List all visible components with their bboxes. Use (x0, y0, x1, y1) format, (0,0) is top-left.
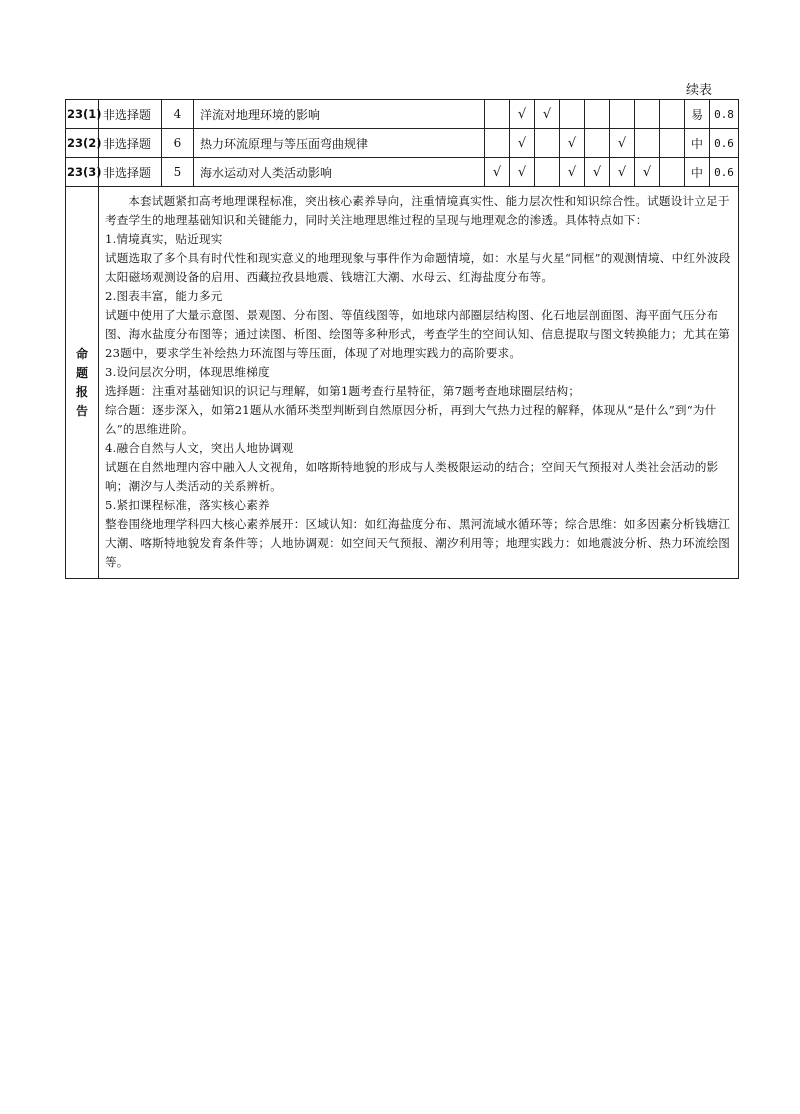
question-number: 23(3) (66, 158, 99, 187)
question-topic: 海水运动对人类活动影响 (194, 158, 485, 187)
check-mark-cell (585, 129, 610, 158)
table-row (66, 129, 739, 158)
report-heading-5: 5.紧扣课程标准，落实核心素养 (105, 498, 270, 512)
check-mark-cell (635, 100, 660, 129)
report-heading-4: 4.融合自然与人文，突出人地协调观 (105, 441, 294, 455)
check-mark-cell: √ (510, 158, 535, 187)
question-number: 23(1) (66, 100, 99, 129)
report-intro: 本套试题紧扣高考地理课程标准，突出核心素养导向，注重情境真实性、能力层次性和知识综合性。试题设计立足于考查学生的地理基础知识和关键能力，同时关注地理思维过程的呈现与地理观念的渗透。具体特点如下： (105, 194, 730, 227)
question-number: 23(2) (66, 129, 99, 158)
report-heading-2: 2.图表丰富，能力多元 (105, 289, 223, 303)
report-paragraph: 综合题：逐步深入，如第21题从水循环类型判断到自然原因分析，再到大气热力过程的解释，体现从“是什么”到“为什么”的思维进阶。 (105, 403, 717, 436)
check-mark-cell: √ (535, 100, 560, 129)
difficulty-coefficient: 0.6 (710, 129, 739, 158)
check-mark-cell: √ (610, 129, 635, 158)
check-mark-cell (585, 100, 610, 129)
continued-label: 续表 (686, 83, 713, 98)
question-type: 非选择题 (99, 158, 162, 187)
difficulty-level: 中 (685, 129, 710, 158)
check-mark-cell (610, 100, 635, 129)
check-mark-cell (535, 158, 560, 187)
table-row (66, 100, 739, 129)
question-type: 非选择题 (99, 100, 162, 129)
check-mark-cell (560, 100, 585, 129)
check-mark-cell (485, 129, 510, 158)
report-heading-3: 3.设问层次分明，体现思维梯度 (105, 365, 270, 379)
check-mark-cell: √ (485, 158, 510, 187)
check-mark-cell: √ (560, 158, 585, 187)
report-label: 命 题 报 告 (66, 187, 99, 579)
question-score: 5 (162, 158, 194, 187)
check-mark-cell: √ (610, 158, 635, 187)
report-paragraph: 试题选取了多个具有时代性和现实意义的地理现象与事件作为命题情境，如：水星与火星“同框”的观测情境、中红外波段太阳磁场观测设备的启用、西藏拉孜县地震、钱塘江大潮、水母云、红海盐度分布等。 (105, 251, 731, 284)
check-mark-cell (535, 129, 560, 158)
check-mark-cell: √ (560, 129, 585, 158)
report-body (99, 187, 739, 579)
check-mark-cell (660, 158, 685, 187)
question-score: 6 (162, 129, 194, 158)
check-mark-cell: √ (585, 158, 610, 187)
difficulty-level: 中 (685, 158, 710, 187)
difficulty-level: 易 (685, 100, 710, 129)
question-score: 4 (162, 100, 194, 129)
check-mark-cell (660, 129, 685, 158)
question-topic: 洋流对地理环境的影响 (194, 100, 485, 129)
check-mark-cell: √ (510, 129, 535, 158)
check-mark-cell: √ (635, 158, 660, 187)
report-paragraph: 选择题：注重对基础知识的识记与理解，如第1题考查行星特征，第7题考查地球圈层结构； (105, 384, 581, 398)
check-mark-cell: √ (510, 100, 535, 129)
difficulty-coefficient: 0.6 (710, 158, 739, 187)
report-heading-1: 1.情境真实，贴近现实 (105, 232, 223, 246)
question-analysis-table (65, 99, 739, 579)
check-mark-cell (635, 129, 660, 158)
check-mark-cell (485, 100, 510, 129)
difficulty-coefficient: 0.8 (710, 100, 739, 129)
question-type: 非选择题 (99, 129, 162, 158)
report-paragraph: 整卷围绕地理学科四大核心素养展开：区域认知：如红海盐度分布、黑河流域水循环等；综合思维：如多因素分析钱塘江大潮、喀斯特地貌发育条件等；人地协调观：如空间天气预报、潮汐利用等；地理实践力：如地震波分析、热力环流绘图等。 (105, 517, 731, 569)
report-paragraph: 试题中使用了大量示意图、景观图、分布图、等值线图等，如地球内部圈层结构图、化石地层剖面图、海平面气压分布图、海水盐度分布图等；通过读图、析图、绘图等多种形式，考查学生的空间认知、信息提取与图文转换能力；尤其在第23题中，要求学生补绘热力环流图与等压面，体现了对地理实践力的高阶要求。 (105, 308, 731, 360)
report-paragraph: 试题在自然地理内容中融入人文视角，如喀斯特地貌的形成与人类极限运动的结合；空间天气预报对人类社会活动的影响；潮汐与人类活动的关系辨析。 (105, 460, 719, 493)
check-mark-cell (660, 100, 685, 129)
table-row (66, 158, 739, 187)
question-topic: 热力环流原理与等压面弯曲规律 (194, 129, 485, 158)
